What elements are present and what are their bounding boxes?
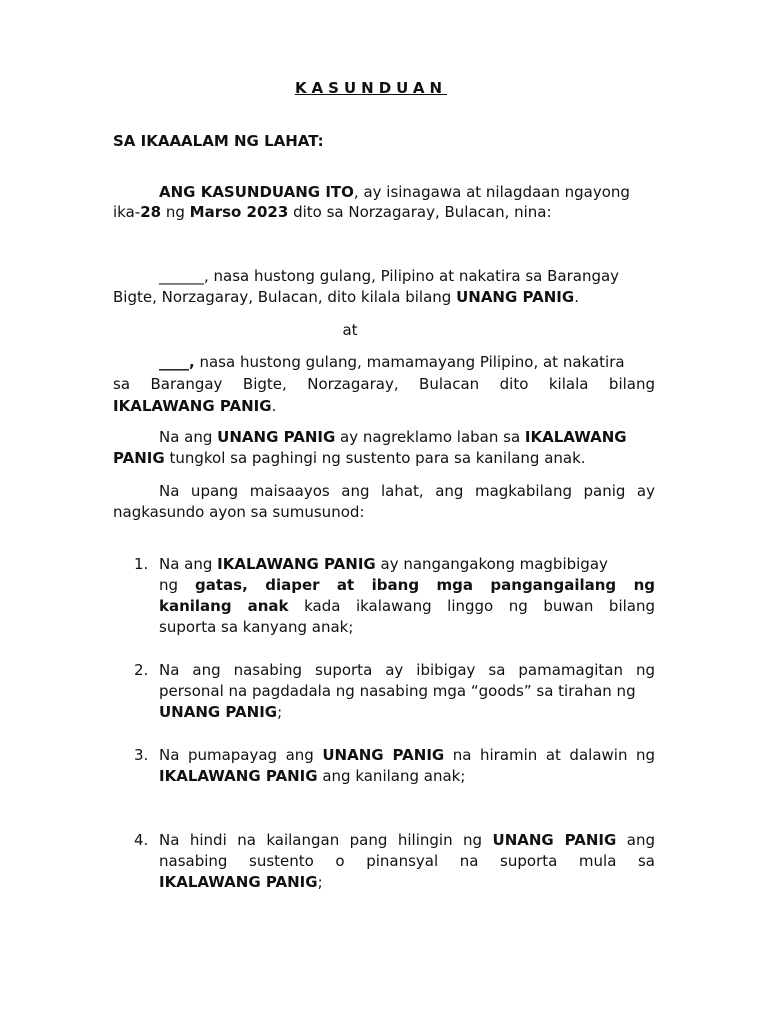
party2-line-2: sa Barangay Bigte, Norzagaray, Bulacan dito kilala bilang: [113, 375, 655, 393]
item2-line-1: Na ang nasabing suporta ay ibibigay sa pamamagitan ng: [159, 661, 655, 679]
agreement-intro-line-1: Na upang maisaayos ang lahat, ang magkabilang panig ay: [159, 482, 655, 500]
item-number: 1.: [134, 555, 149, 573]
agreement-intro-line-2: nagkasundo ayon sa sumusunod:: [113, 503, 365, 521]
item1-line-1: Na ang IKALAWANG PANIG ay nangangakong magbibigay: [159, 555, 608, 573]
party2-line-1: ____, nasa hustong gulang, mamamayang Pilipino, at nakatira: [159, 353, 625, 371]
item3-line-1: Na pumapayag ang UNANG PANIG na hiramin at dalawin ng: [159, 746, 656, 764]
item2-line-2: personal na pagdadala ng nasabing mga “goods” sa tirahan ng: [159, 682, 636, 700]
item-number: 4.: [134, 831, 149, 849]
party2-line-3: IKALAWANG PANIG.: [113, 397, 277, 415]
item3-line-2: IKALAWANG PANIG ang kanilang anak;: [159, 767, 466, 785]
party1-line-1: ______, nasa hustong gulang, Pilipino at nakatira sa Barangay: [159, 267, 620, 285]
item-number: 3.: [134, 746, 149, 764]
item1-line-2: ng gatas, diaper at ibang mga pangangailang ng: [159, 576, 655, 594]
complaint-line-1: Na ang UNANG PANIG ay nagreklamo laban sa IKALAWANG: [159, 428, 627, 446]
item1-line-4: suporta sa kanyang anak;: [159, 618, 354, 636]
intro-line-1: ANG KASUNDUANG ITO, ay isinagawa at nilagdaan ngayong: [159, 183, 630, 201]
item4-line-1: Na hindi na kailangan pang hilingin ng UNANG PANIG ang: [159, 831, 655, 849]
document-heading: SA IKAAALAM NG LAHAT:: [113, 132, 324, 150]
complaint-line-2: PANIG tungkol sa paghingi ng sustento para sa kanilang anak.: [113, 449, 586, 467]
conjunction-at: at: [342, 321, 358, 339]
item4-line-3: IKALAWANG PANIG;: [159, 873, 323, 891]
party1-line-2: Bigte, Norzagaray, Bulacan, dito kilala bilang UNANG PANIG.: [113, 288, 579, 306]
item1-line-3: kanilang anak kada ikalawang linggo ng buwan bilang: [159, 597, 655, 615]
item2-line-3: UNANG PANIG;: [159, 703, 283, 721]
item4-line-2: nasabing sustento o pinansyal na suporta mula sa: [159, 852, 655, 870]
item-number: 2.: [134, 661, 149, 679]
document-title: KASUNDUAN: [294, 79, 448, 97]
intro-line-2: ika-28 ng Marso 2023 dito sa Norzagaray, Bulacan, nina:: [113, 203, 552, 221]
